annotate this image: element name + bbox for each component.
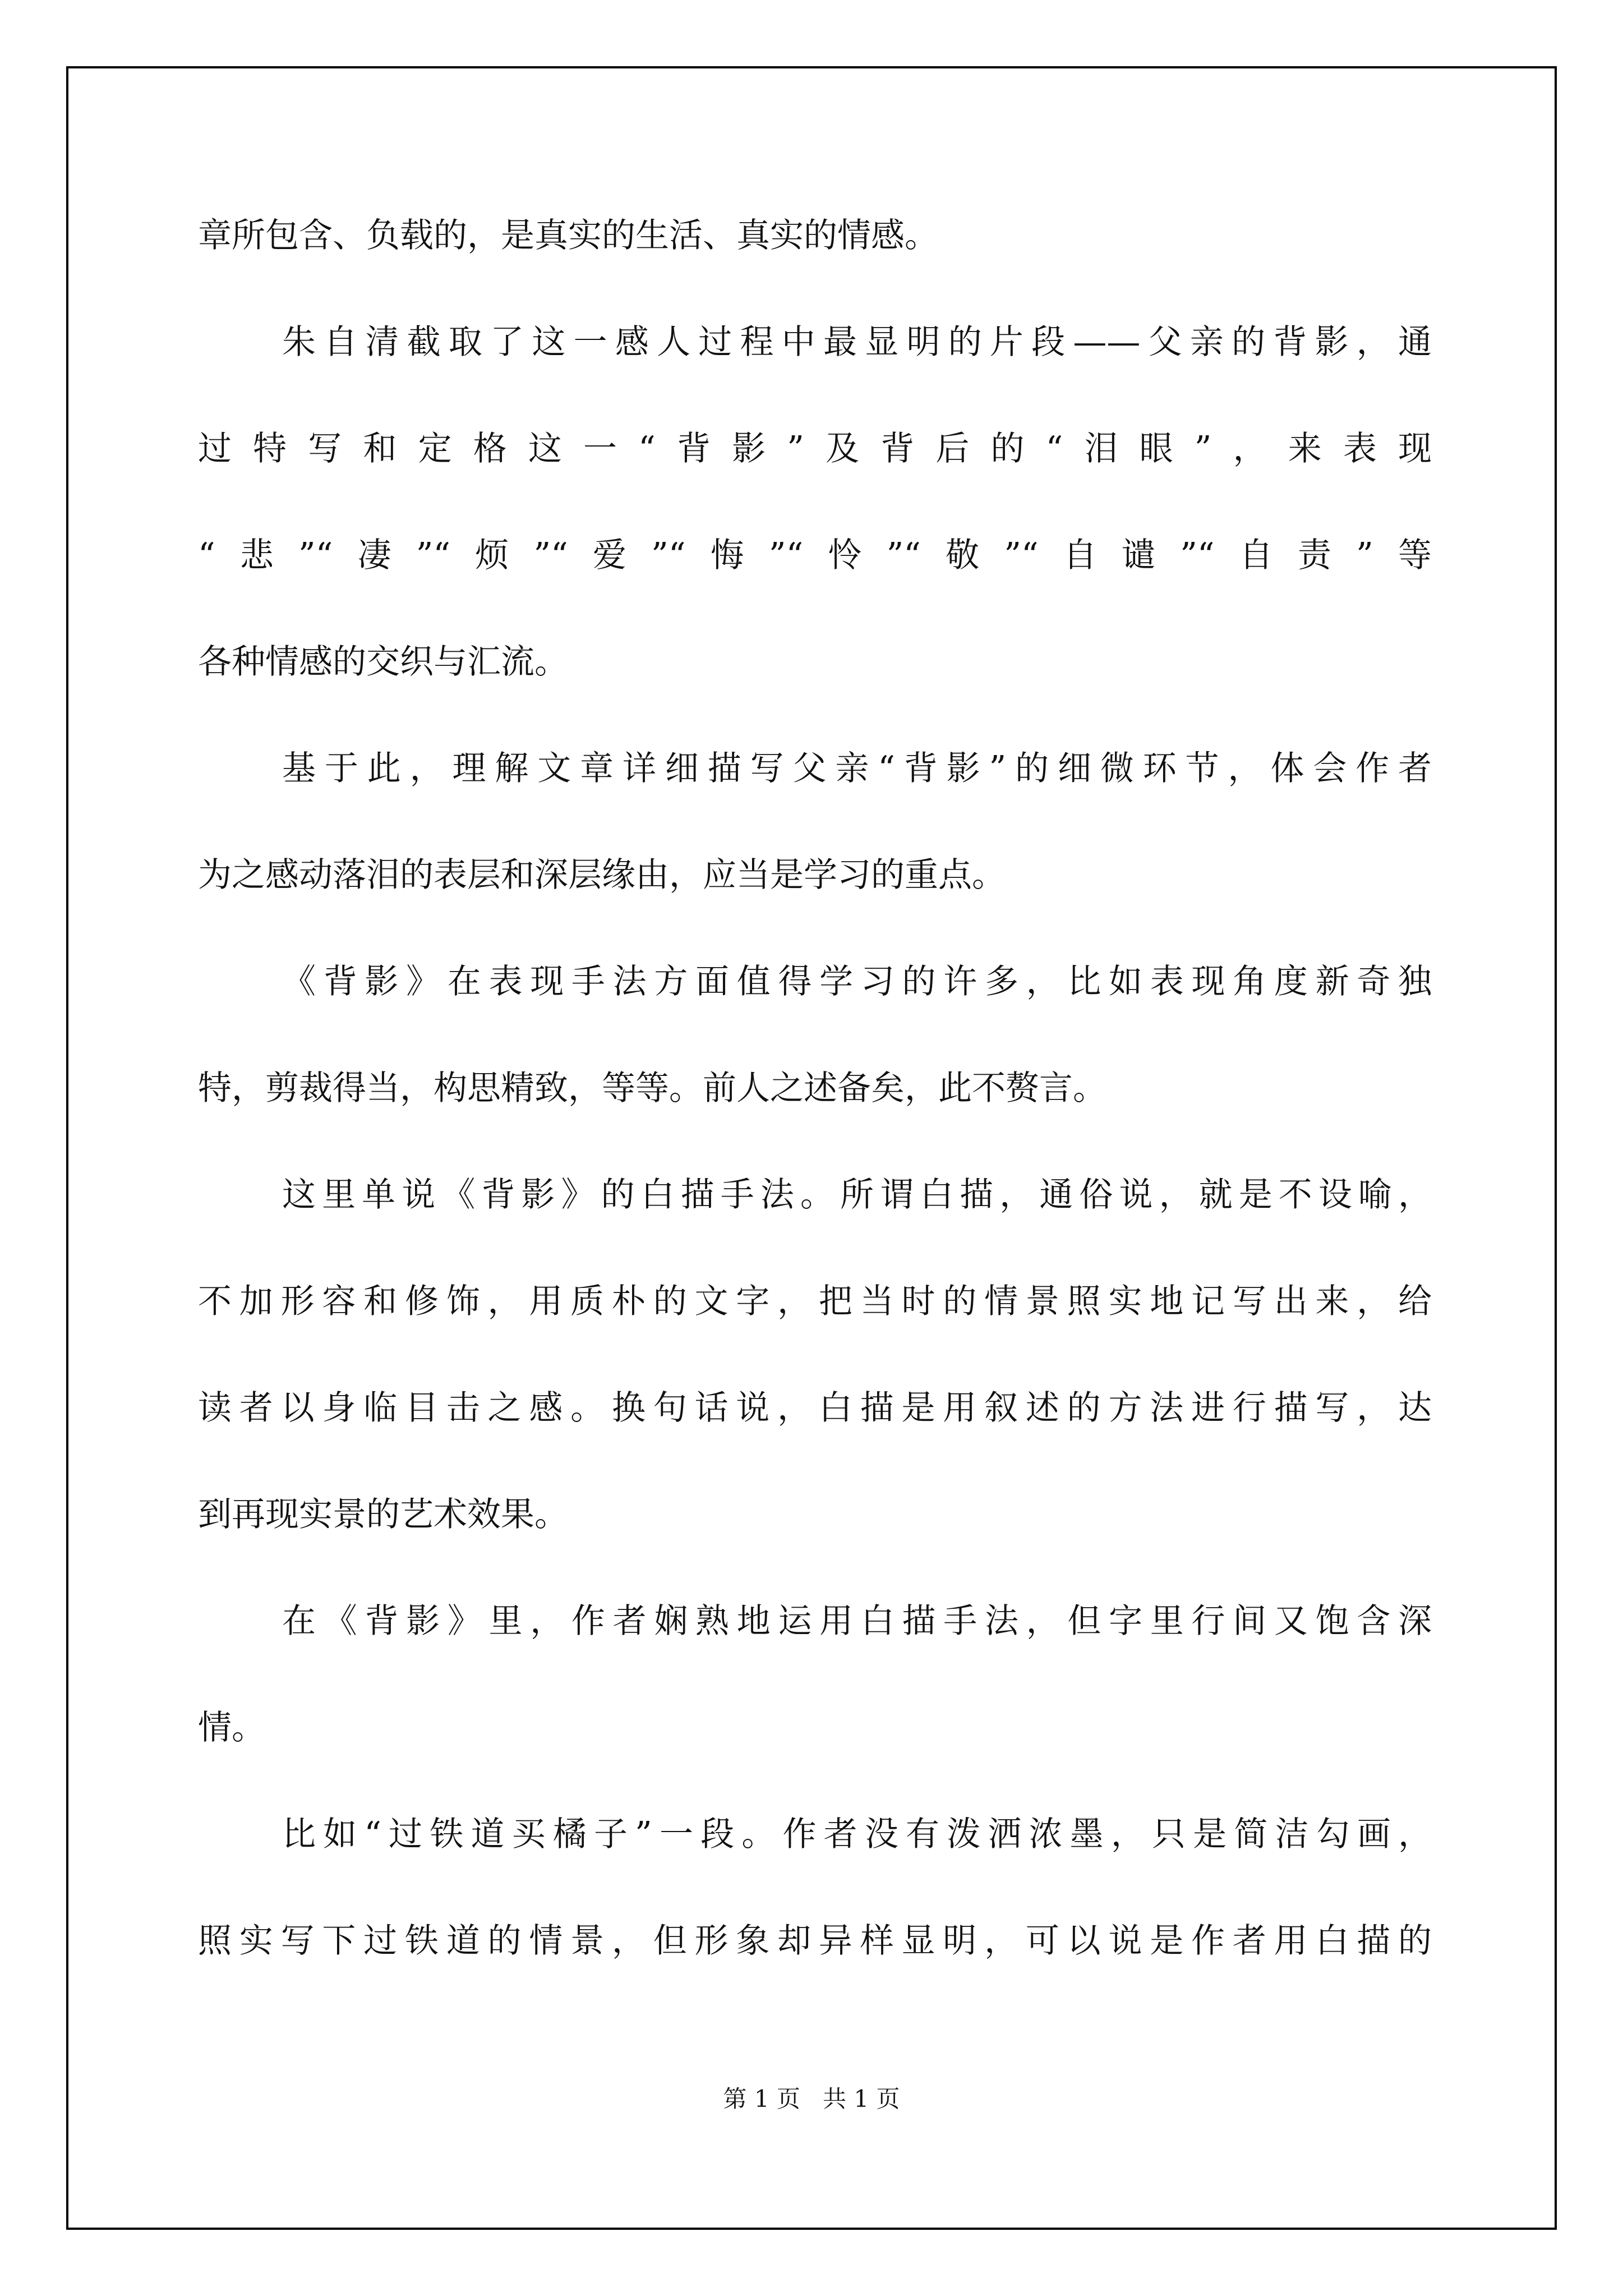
text-line: 比如“过铁道买橘子”一段。作者没有泼洒浓墨，只是简洁勾画， xyxy=(282,1815,1432,1854)
text-line: 过特写和定格这一“背影”及背后的“泪眼”，来表现 xyxy=(198,429,1432,468)
page-number-footer: 第 1 页 共 1 页 xyxy=(723,2085,900,2113)
text-line: 章所包含、负载的，是真实的生活、真实的情感。 xyxy=(198,216,938,255)
text-line: 读者以身临目击之感。换句话说，白描是用叙述的方法进行描写，达 xyxy=(198,1388,1432,1428)
text-line: “悲”“凄”“烦”“爱”“悔”“怜”“敬”“自谴”“自责”等 xyxy=(198,536,1432,575)
text-line: 情。 xyxy=(198,1708,265,1747)
text-line: 特，剪裁得当，构思精致，等等。前人之述备矣，此不赘言。 xyxy=(198,1069,1106,1108)
text-line: 各种情感的交织与汇流。 xyxy=(198,642,568,682)
text-line: 《背影》在表现手法方面值得学习的许多，比如表现角度新奇独 xyxy=(282,962,1432,1001)
text-line: 朱自清截取了这一感人过程中最显明的片段——父亲的背影，通 xyxy=(282,323,1432,362)
page-border xyxy=(66,66,1557,2230)
text-line: 这里单说《背影》的白描手法。所谓白描，通俗说，就是不设喻， xyxy=(282,1175,1432,1214)
text-line: 为之感动落泪的表层和深层缘由，应当是学习的重点。 xyxy=(198,855,1006,895)
text-line: 不加形容和修饰，用质朴的文字，把当时的情景照实地记写出来，给 xyxy=(198,1282,1432,1321)
text-line: 到再现实景的艺术效果。 xyxy=(198,1495,568,1534)
text-line: 照实写下过铁道的情景，但形象却异样显明，可以说是作者用白描的 xyxy=(198,1921,1432,1961)
text-line: 基于此，理解文章详细描写父亲“背影”的细微环节，体会作者 xyxy=(282,749,1432,788)
text-line: 在《背影》里，作者娴熟地运用白描手法，但字里行间又饱含深 xyxy=(282,1602,1432,1641)
